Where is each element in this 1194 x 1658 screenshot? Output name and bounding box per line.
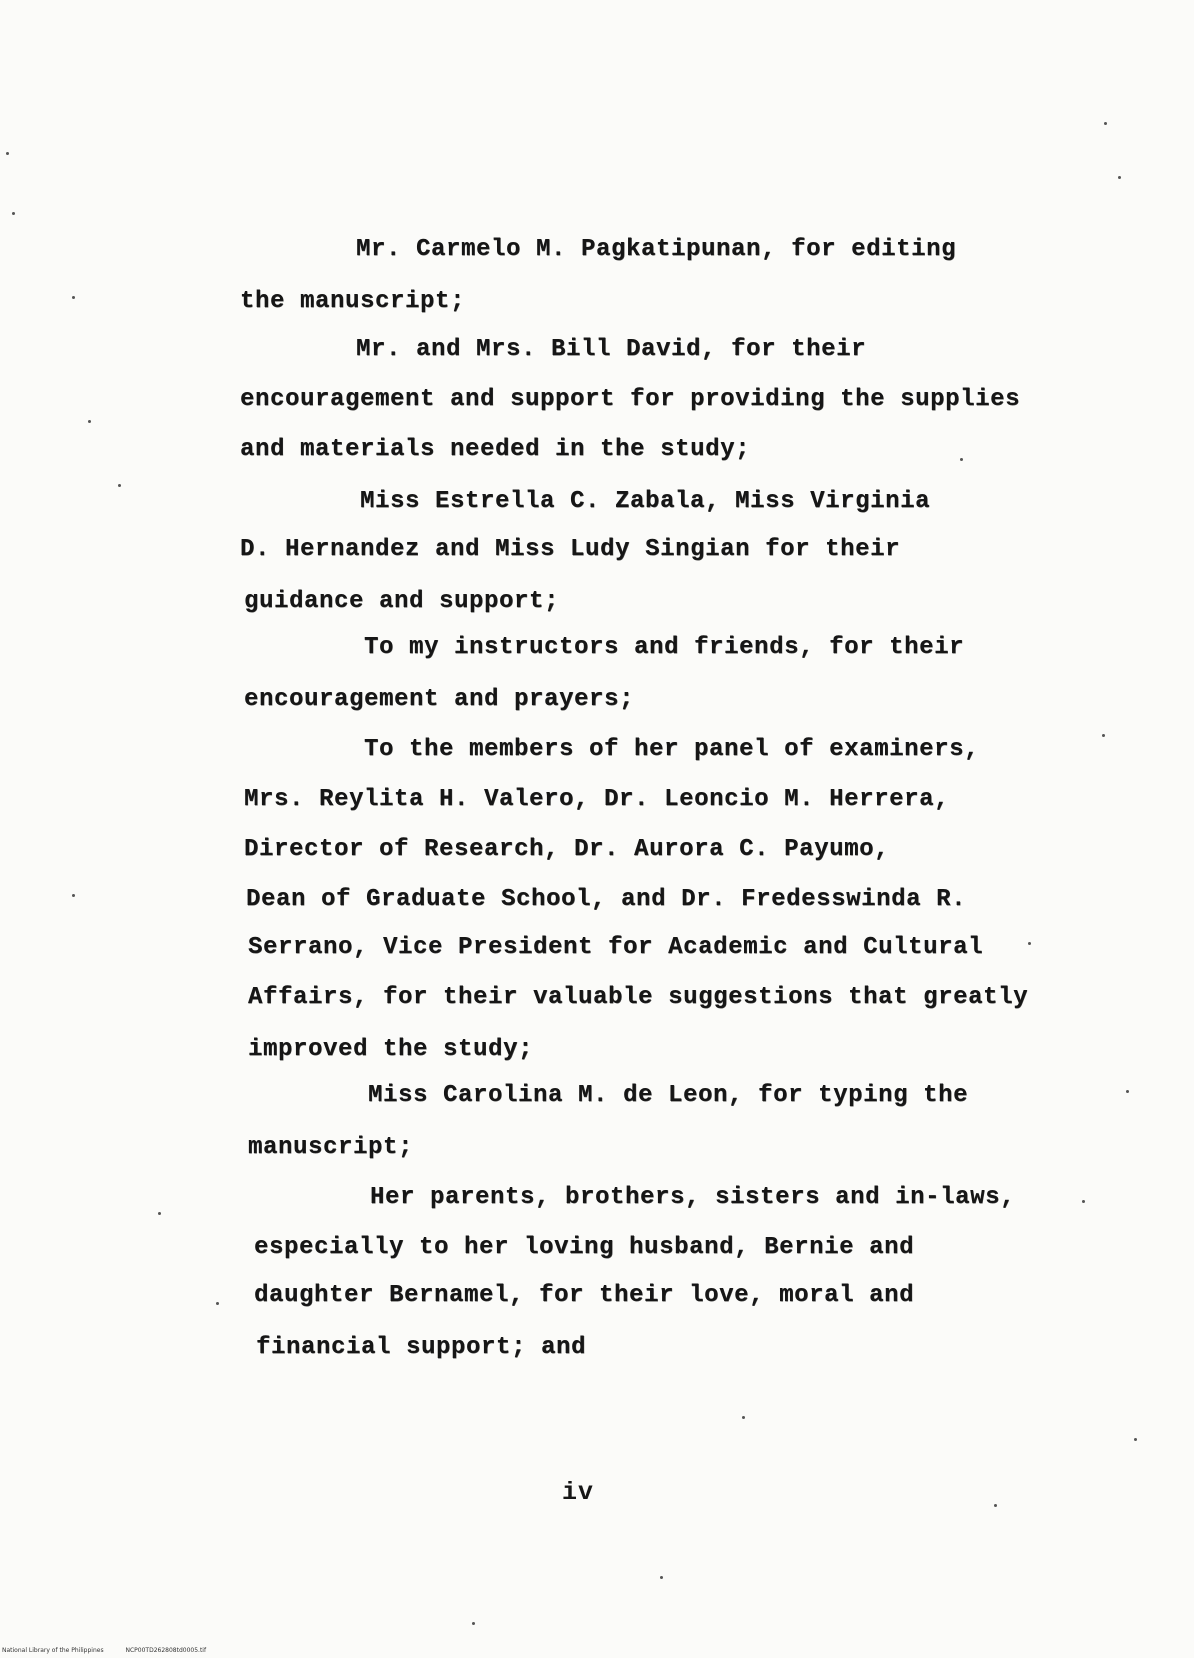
scan-speck — [88, 420, 91, 423]
page-number: iv — [562, 1478, 595, 1507]
text-line: the manuscript; — [240, 288, 466, 315]
text-line: especially to her loving husband, Bernie and — [254, 1234, 915, 1261]
text-line: Affairs, for their valuable suggestions that greatly — [248, 984, 1029, 1011]
text-line: To the members of her panel of examiners, — [364, 736, 980, 763]
text-line: To my instructors and friends, for their — [364, 634, 965, 661]
text-line: Mrs. Reylita H. Valero, Dr. Leoncio M. Herrera, — [244, 786, 950, 813]
text-line: Mr. and Mrs. Bill David, for their — [356, 336, 867, 363]
scan-speck — [1104, 122, 1107, 125]
footer-library: National Library of the Philippines — [2, 1647, 104, 1654]
text-line: financial support; and — [256, 1334, 587, 1361]
text-line: Mr. Carmelo M. Pagkatipunan, for editing — [356, 236, 957, 263]
text-line: encouragement and support for providing the supplies — [240, 386, 1021, 413]
scan-speck — [1082, 1200, 1085, 1203]
scan-footer — [2, 1647, 226, 1654]
scan-speck — [1126, 1090, 1129, 1093]
scan-speck — [472, 1622, 475, 1625]
scan-speck — [1118, 176, 1121, 179]
text-line: guidance and support; — [244, 588, 560, 615]
scan-speck — [118, 484, 121, 487]
scan-speck — [1028, 942, 1031, 945]
scan-speck — [1134, 1438, 1137, 1441]
text-line: Dean of Graduate School, and Dr. Fredesswinda R. — [246, 886, 967, 913]
scan-speck — [742, 1416, 745, 1419]
text-line: Director of Research, Dr. Aurora C. Payumo, — [244, 836, 890, 863]
text-line: Serrano, Vice President for Academic and Cultural — [248, 934, 984, 961]
scan-speck — [72, 894, 75, 897]
text-line: and materials needed in the study; — [240, 436, 751, 463]
scan-speck — [960, 458, 963, 461]
text-line: daughter Bernamel, for their love, moral and — [254, 1282, 915, 1309]
scan-speck — [72, 296, 75, 299]
scan-speck — [6, 152, 9, 155]
text-line: D. Hernandez and Miss Ludy Singian for their — [240, 536, 901, 563]
scan-speck — [660, 1576, 663, 1579]
text-line: Miss Carolina M. de Leon, for typing the — [368, 1082, 969, 1109]
scan-speck — [994, 1504, 997, 1507]
scan-speck — [12, 212, 15, 215]
text-line: Her parents, brothers, sisters and in-laws, — [370, 1184, 1016, 1211]
footer-file-id: NCP00TD262808td0005.tif — [125, 1647, 207, 1654]
scan-speck — [1102, 734, 1105, 737]
scan-speck — [216, 1302, 219, 1305]
text-line: manuscript; — [248, 1134, 414, 1161]
text-line: improved the study; — [248, 1036, 534, 1063]
text-line: encouragement and prayers; — [244, 686, 635, 713]
scan-speck — [158, 1212, 161, 1215]
text-line: Miss Estrella C. Zabala, Miss Virginia — [360, 488, 931, 515]
